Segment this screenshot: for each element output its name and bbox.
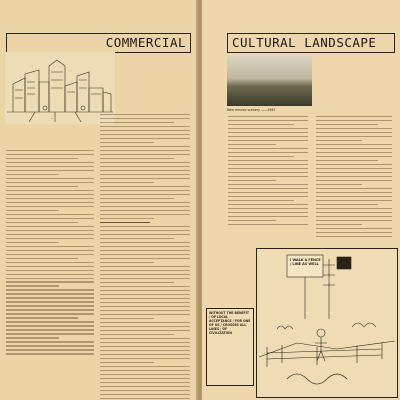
commercial-header (6, 33, 191, 53)
left-page (0, 0, 198, 400)
cultural-landscape-header (227, 33, 395, 53)
page-title: COMMERCIAL (105, 35, 186, 50)
landscape-photo-icon (227, 56, 312, 106)
right-column-2 (316, 116, 392, 240)
cartoon-sign-icon (256, 248, 398, 398)
right-column-1 (228, 116, 308, 228)
street-sketch-icon (5, 52, 115, 124)
photo-caption: New mexico scenery ——1987 (227, 108, 276, 112)
left-column-2 (100, 114, 190, 400)
side-note-text: WITHOUT THE BENEFIT / OF LOCAL ACCEPTANCE / FOR ONE OF US / CROSSES ALL LINES / OF CIVILIZATION (209, 311, 251, 336)
side-note-box (206, 308, 254, 386)
svg-text:~: ~ (51, 116, 54, 120)
cartoon-sign-text: I WALK A FENCE / LINE AS WELL (290, 258, 321, 266)
page-title-right: CULTURAL LANDSCAPE (232, 35, 377, 50)
left-column-1 (6, 150, 94, 357)
